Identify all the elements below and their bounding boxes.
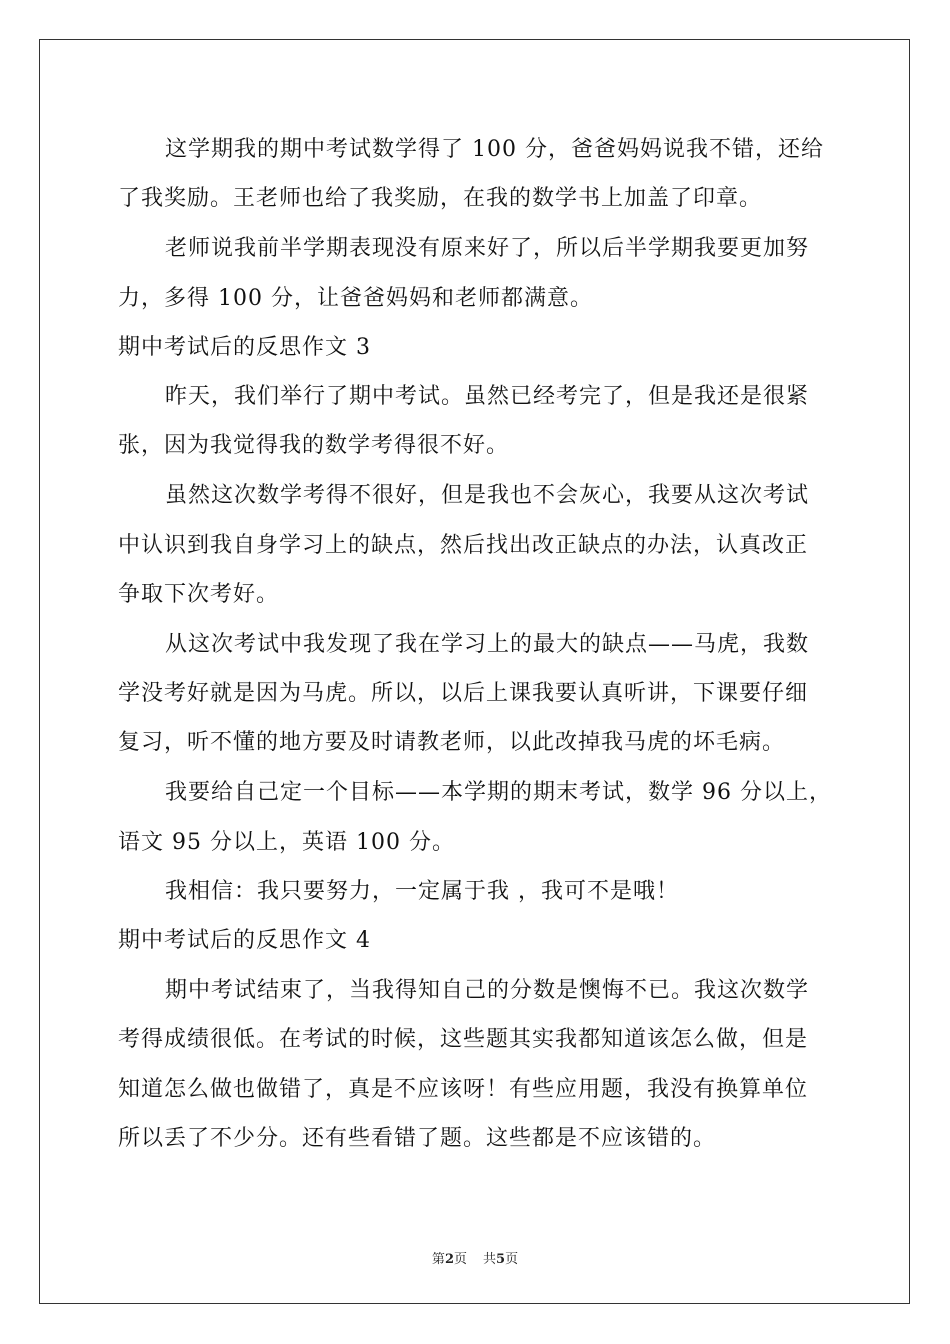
page-number-current: 2 (444, 1252, 454, 1267)
paragraph-line: 学没考好就是因为马虎。所以，以后上课我要认真听讲，下课要仔细 (118, 681, 809, 706)
paragraph-line: 期中考试结束了，当我得知自己的分数是懊悔不已。我这次数学 (165, 978, 810, 1003)
paragraph-line: 从这次考试中我发现了我在学习上的最大的缺点——马虎，我数 (165, 632, 810, 657)
page-number-prefix: 第 (431, 1252, 445, 1267)
section-heading: 期中考试后的反思作文 3 (118, 335, 371, 360)
paragraph-line: 知道怎么做也做错了，真是不应该呀！有些应用题，我没有换算单位 (118, 1077, 809, 1102)
page-total-suffix: 页 (505, 1252, 519, 1267)
paragraph-line: 虽然这次数学考得不很好，但是我也不会灰心，我要从这次考试 (165, 483, 810, 508)
paragraph-line: 我要给自己定一个目标——本学期的期末考试，数学 96 分以上， (165, 780, 832, 805)
paragraph-line: 我相信：我只要努力，一定属于我 ，我可不是哦！ (165, 879, 679, 904)
paragraph-line: 这学期我的期中考试数学得了 100 分，爸爸妈妈说我不错，还给 (165, 137, 824, 162)
page-total-prefix: 共 (483, 1252, 497, 1267)
paragraph-line: 争取下次考好。 (118, 582, 280, 607)
page-total: 5 (496, 1252, 506, 1267)
paragraph-line: 老师说我前半学期表现没有原来好了，所以后半学期我要更加努 (165, 236, 810, 261)
paragraph-line: 了我奖励。王老师也给了我奖励，在我的数学书上加盖了印章。 (118, 186, 763, 211)
paragraph-line: 中认识到我自身学习上的缺点，然后找出改正缺点的办法，认真改正 (118, 533, 809, 558)
paragraph-line: 语文 95 分以上，英语 100 分。 (118, 830, 455, 855)
paragraph-line: 昨天，我们举行了期中考试。虽然已经考完了，但是我还是很紧 (165, 384, 810, 409)
page-border (39, 39, 910, 1304)
page-number-suffix: 页 (453, 1252, 467, 1267)
paragraph-line: 张，因为我觉得我的数学考得很不好。 (118, 433, 510, 458)
paragraph-line: 所以丢了不少分。还有些看错了题。这些都是不应该错的。 (118, 1126, 717, 1151)
section-heading: 期中考试后的反思作文 4 (118, 928, 371, 953)
page-footer (0, 1248, 950, 1267)
paragraph-line: 考得成绩很低。在考试的时候，这些题其实我都知道该怎么做，但是 (118, 1027, 809, 1052)
paragraph-line: 复习，听不懂的地方要及时请教老师，以此改掉我马虎的坏毛病。 (118, 730, 786, 755)
paragraph-line: 力，多得 100 分，让爸爸妈妈和老师都满意。 (118, 286, 593, 311)
